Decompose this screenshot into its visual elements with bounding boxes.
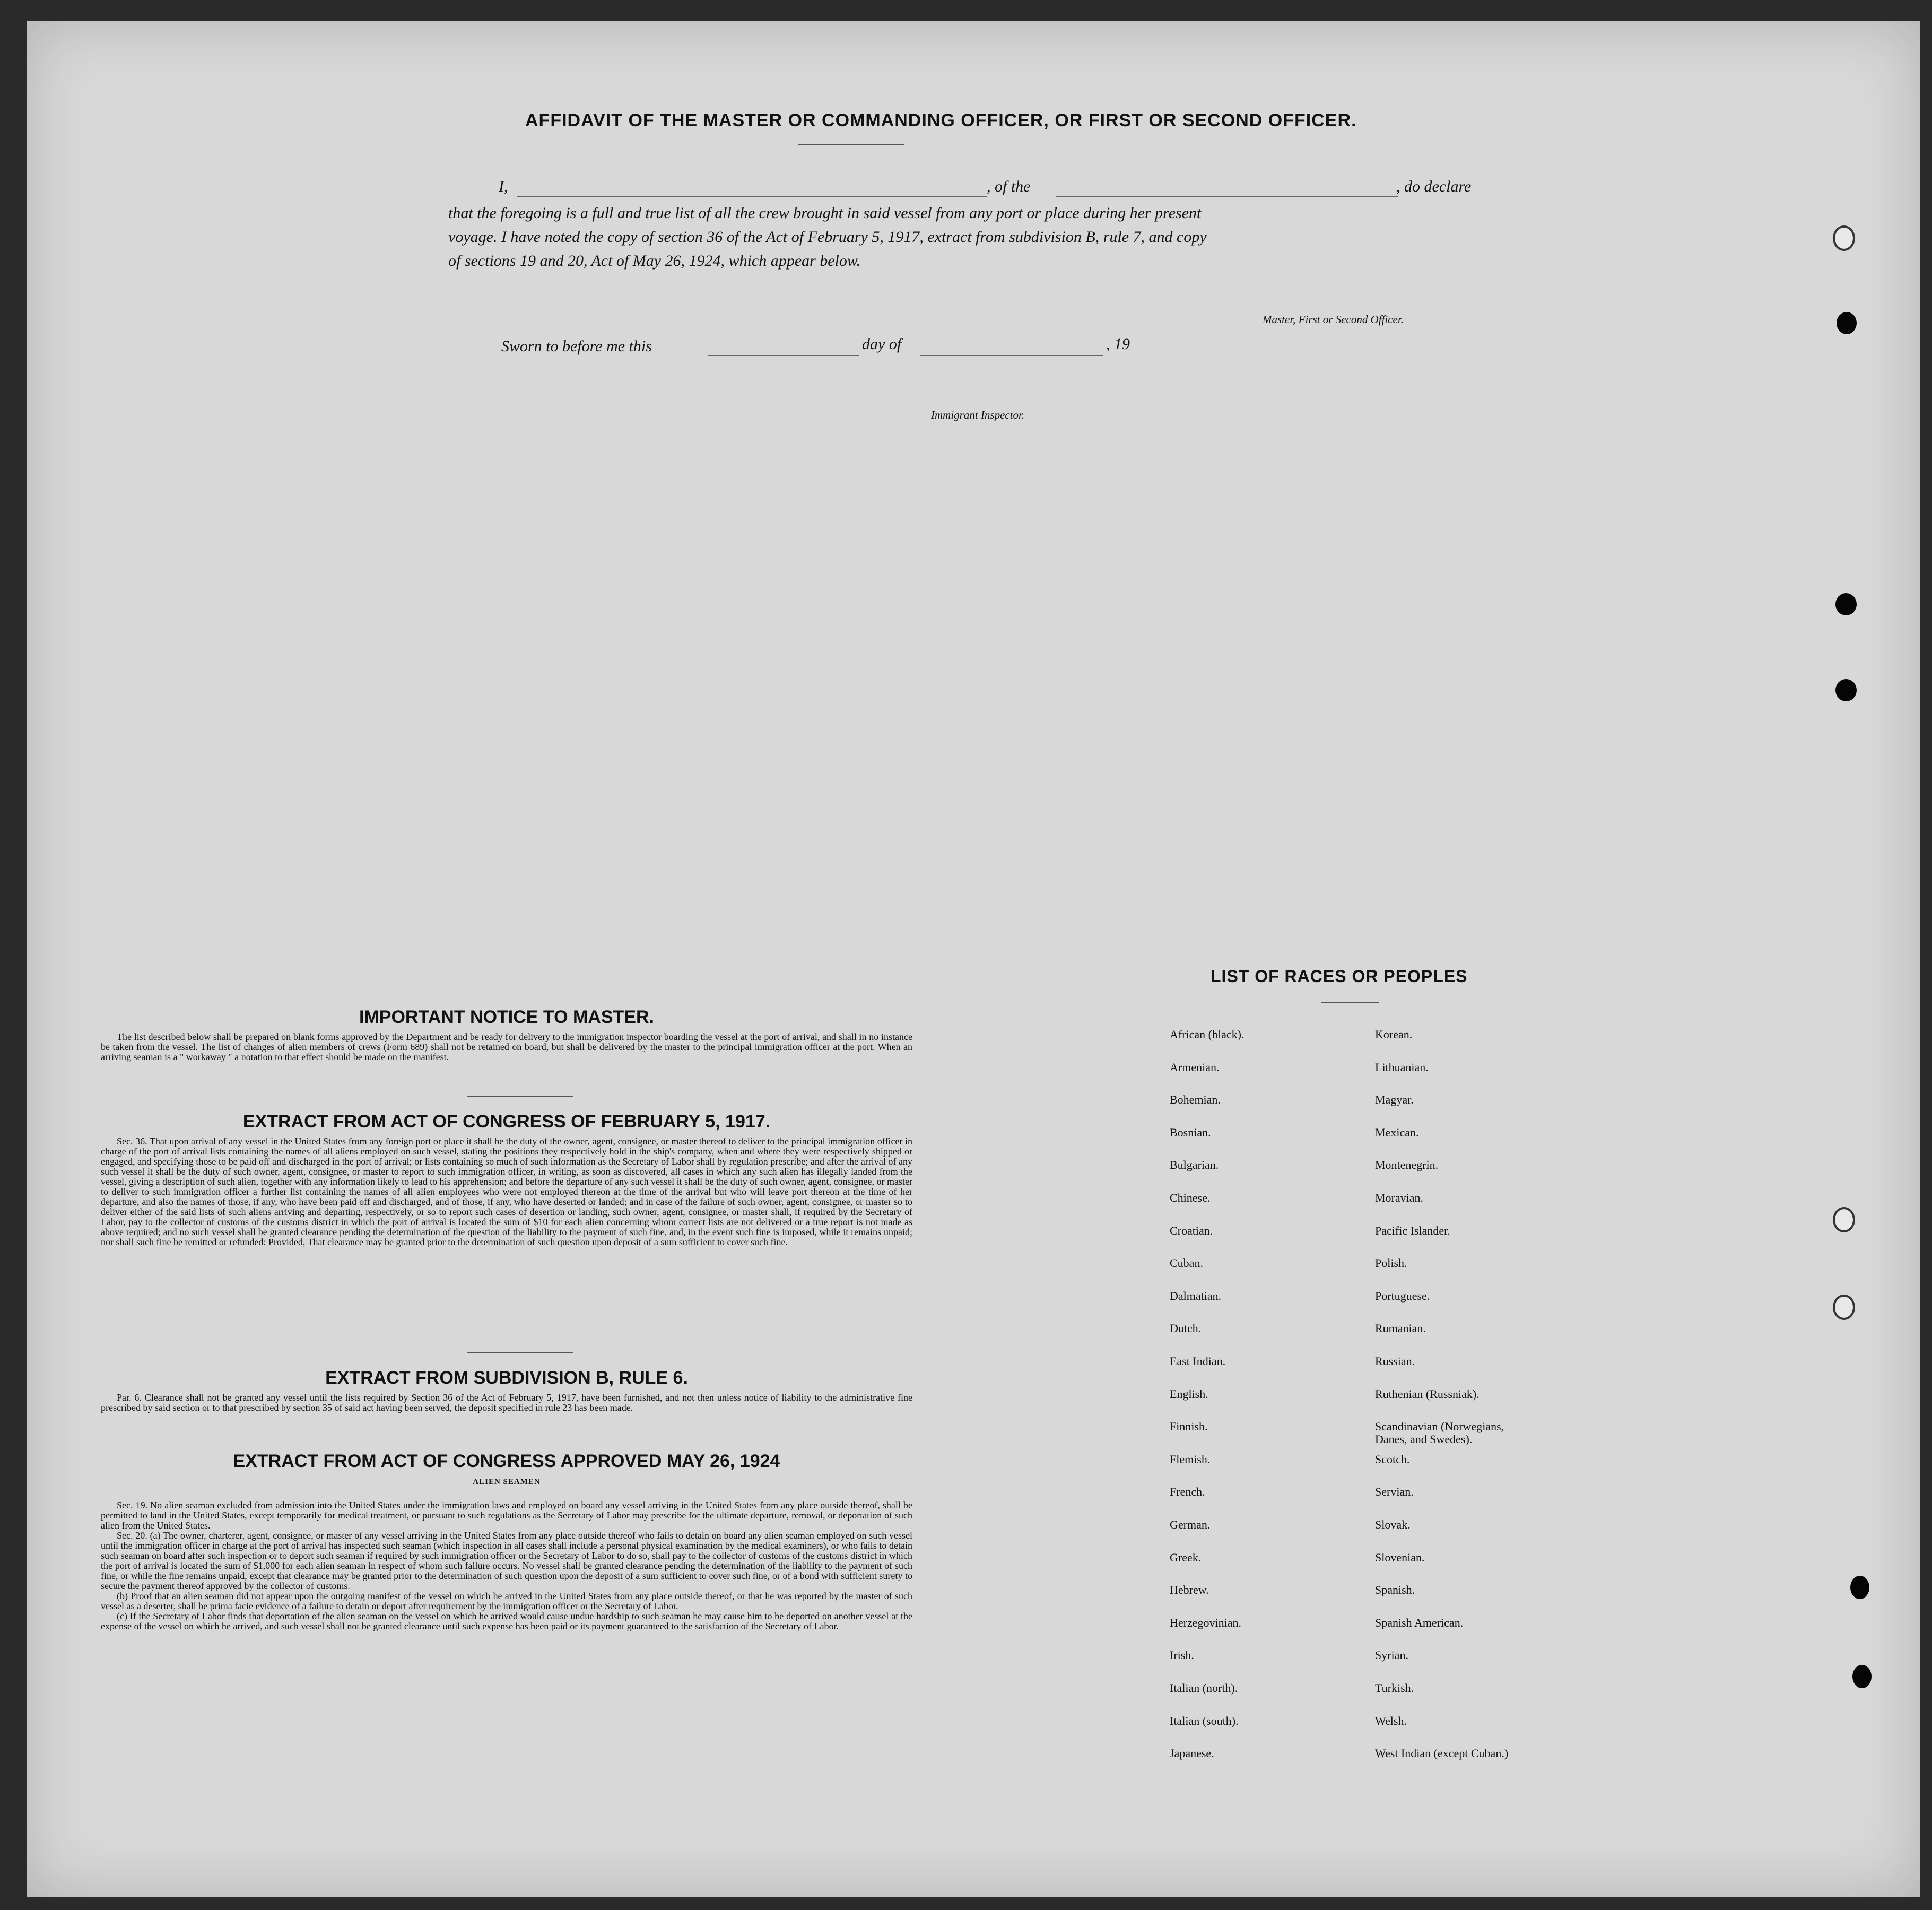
punch-hole — [1833, 225, 1855, 251]
extract-1924-text — [101, 1500, 912, 1631]
race-item: Lithuanian. — [1375, 1061, 1429, 1074]
affidavit-line-3: voyage. I have noted the copy of section 36 of the Act of February 5, 1917, extract from subdivision B, rule 7, and copy — [448, 228, 1207, 246]
race-item: German. — [1170, 1518, 1211, 1531]
race-item: French. — [1170, 1485, 1205, 1498]
notice-text — [101, 1032, 912, 1062]
master-caption: Master, First or Second Officer. — [1263, 313, 1404, 326]
race-item: Polish. — [1375, 1256, 1407, 1270]
race-item: Chinese. — [1170, 1191, 1211, 1204]
race-item: Turkish. — [1375, 1681, 1414, 1695]
vessel-position-line[interactable] — [1056, 196, 1398, 197]
section-divider — [467, 1096, 573, 1097]
notice-paragraph: The list described below shall be prepared on blank forms approved by the Department and be ready for delivery to the immigration inspector boarding the vessel at the port of arrival, and shall in no instance be taken from the vessel. The list of changes of alien members of crews (Form 689) shall not be retained on board, but shall be delivered by the master to the principal immigration officer at the port. When an arriving seaman is a " workaway " a notation to that effect should be made on the manifest. — [101, 1031, 912, 1062]
race-item: Scandinavian (Norwegians, Danes, and Swedes). — [1375, 1420, 1504, 1446]
race-item: Montenegrin. — [1375, 1158, 1439, 1171]
race-item: Dalmatian. — [1170, 1289, 1222, 1303]
race-item: Scotch. — [1375, 1453, 1410, 1466]
extract-rule6-text — [101, 1393, 912, 1413]
race-item: Korean. — [1375, 1028, 1413, 1041]
race-item: West Indian (except Cuban.) — [1375, 1747, 1509, 1760]
day-of-label: day of — [862, 335, 902, 353]
sec20a-paragraph: Sec. 20. (a) The owner, charterer, agent, consignee, or master of any vessel arriving in the United States from any place outside thereof who fails to detain on board any alien seaman employed on such vessel until the immigration officer in charge at the port of arrival has inspected such seaman (which inspection in all cases shall include a personal physical examination by the medical examiners), or who fails to detain such seaman on board after such inspection or to deport such seaman if required by such immigration officer or the Secretary of Labor to do so, shall pay to the collector of customs of the customs district in which the port of arrival is located the sum of $1,000 for each alien seaman in respect of whom such failure occurs. No vessel shall be granted clearance pending the determination of the liability to the payment of such fine, or while the fine remains unpaid, except that clearance may be granted prior to the determination of such question upon the deposit of a sum sufficient to cover such fine, or of a bond with sufficient surety to secure the payment thereof approved by the collector of customs. — [101, 1530, 912, 1591]
race-item: Pacific Islander. — [1375, 1224, 1450, 1237]
sec20b-paragraph: (b) Proof that an alien seaman did not appear upon the outgoing manifest of the vessel on which he arrived in the United States from any place outside thereof, or that he was reported by the master of such vessel as a deserter, shall be prima facie evidence of a failure to detain or deport after requirement by the immigration officer or the Secretary of Labor. — [101, 1591, 912, 1611]
race-item: Bohemian. — [1170, 1093, 1221, 1106]
race-item: Ruthenian (Russniak). — [1375, 1387, 1480, 1401]
punch-hole — [1835, 679, 1857, 701]
punch-hole — [1833, 1295, 1855, 1320]
race-item: Italian (south). — [1170, 1714, 1239, 1727]
race-item: Irish. — [1170, 1648, 1194, 1662]
name-line[interactable] — [517, 196, 987, 197]
race-item: Bulgarian. — [1170, 1158, 1219, 1171]
punch-hole — [1850, 1576, 1869, 1599]
sec19-paragraph: Sec. 19. No alien seaman excluded from admission into the United States under the immigration laws and employed on board any vessel arriving in the United States from any place outside thereof, shall be permitted to land in the United States, except temporarily for medical treatment, or pursuant to such regulations as the Secretary of Labor may prescribe for the ultimate departure, removal, or deportation of such alien from the United States. — [101, 1500, 912, 1531]
races-title: LIST OF RACES OR PEOPLES — [1211, 967, 1468, 986]
affidavit-i-label: I, — [499, 178, 508, 195]
inspector-caption: Immigrant Inspector. — [931, 409, 1025, 421]
race-item: Japanese. — [1170, 1747, 1214, 1760]
extract-1917-title: EXTRACT FROM ACT OF CONGRESS OF FEBRUARY 5, 1917. — [242, 1112, 771, 1132]
race-item: Herzegovinian. — [1170, 1616, 1241, 1629]
affidavit-of-the-label: , of the — [987, 178, 1031, 195]
races-divider — [1321, 1002, 1379, 1003]
race-item: Bosnian. — [1170, 1126, 1211, 1139]
race-item: Moravian. — [1375, 1191, 1424, 1204]
race-item: Syrian. — [1375, 1648, 1408, 1662]
punch-hole — [1833, 1207, 1855, 1232]
race-item: Spanish American. — [1375, 1616, 1464, 1629]
race-item: Servian. — [1375, 1485, 1414, 1498]
race-item: Finnish. — [1170, 1420, 1208, 1433]
affidavit-declare-label: , do declare — [1396, 178, 1472, 195]
race-item: Slovenian. — [1375, 1551, 1425, 1564]
sworn-label: Sworn to before me this — [501, 337, 652, 355]
year-label: , 19 — [1106, 335, 1130, 353]
race-item: East Indian. — [1170, 1355, 1226, 1368]
race-item: Hebrew. — [1170, 1583, 1209, 1596]
affidavit-title: AFFIDAVIT OF THE MASTER OR COMMANDING OFFICER, OR FIRST OR SECOND OFFICER. — [525, 110, 1357, 131]
race-item: Armenian. — [1170, 1061, 1220, 1074]
notice-title: IMPORTANT NOTICE TO MASTER. — [359, 1007, 654, 1027]
extract-1917-text — [101, 1136, 912, 1247]
sworn-month-line[interactable] — [920, 355, 1103, 356]
race-item: Croatian. — [1170, 1224, 1213, 1237]
punch-hole — [1837, 312, 1857, 334]
punch-hole — [1835, 593, 1857, 615]
title-divider — [798, 144, 904, 145]
race-item: African (black). — [1170, 1028, 1245, 1041]
race-item: English. — [1170, 1387, 1208, 1401]
race-item: Spanish. — [1375, 1583, 1415, 1596]
sec36-paragraph: Sec. 36. That upon arrival of any vessel in the United States from any foreign port or place it shall be the duty of the owner, agent, consignee, or master thereof to deliver to the principal immigration officer in charge of the port of arrival lists containing the names of all aliens employed on such vessel, stating the positions they respectively hold in the ship's company, when and where they were respectively shipped or engaged, and specifying those to be paid off and discharged in the port of arrival; or lists containing so much of such information as the Secretary of Labor shall by regulation prescribe; and after the arrival of any such vessel it shall be the duty of such owner, agent, consignee, or master to report to such immigration officer, in writing, as soon as discovered, all cases in which any such alien has illegally landed from the vessel, giving a description of such alien, together with any information likely to lead to his apprehension; and before the departure of any such vessel it shall be the duty of such owner, agent, consignee, or master to deliver to such immigration officer a further list containing the names of all alien employees who were not employed thereon at the time of the arrival but who will leave port thereon at the time of her departure, and also the names of those, if any, who have been paid off and discharged, and of those, if any, who have deserted or landed; and in case of the failure of such owner, agent, consignee, or master so to deliver either of the said lists of such aliens arriving and departing, respectively, or so to report such cases of desertion or landing, such owner, agent, consignee, or master shall, if required by the Secretary of Labor, pay to the collector of customs of the customs district in which the port of arrival is located the sum of $10 for each alien concerning whom correct lists are not delivered or a true report is not made as above required; and no such vessel shall be granted clearance pending the determination of the question of the liability to the payment of such fine, and, in the event such fine is imposed, while it remains unpaid; nor shall such fine be remitted or refunded: Provided, That clearance may be granted prior to the determination of such question upon deposit of a sum sufficient to cover such fine. — [101, 1136, 912, 1247]
race-item: Mexican. — [1375, 1126, 1419, 1139]
race-item: Italian (north). — [1170, 1681, 1238, 1695]
sec20c-paragraph: (c) If the Secretary of Labor finds that deportation of the alien seaman on the vessel on which he arrived would cause undue hardship to such seaman he may cause him to be deported on another vessel at the expense of the vessel on which he arrived, and such vessel shall not be granted clearance until such expense has been paid or its payment guaranteed to the satisfaction of the Secretary of Labor. — [101, 1611, 912, 1631]
race-item: Welsh. — [1375, 1714, 1407, 1727]
punch-hole — [1852, 1665, 1872, 1688]
race-item: Dutch. — [1170, 1322, 1202, 1335]
affidavit-line-4: of sections 19 and 20, Act of May 26, 1924, which appear below. — [448, 252, 861, 270]
extract-rule6-title: EXTRACT FROM SUBDIVISION B, RULE 6. — [325, 1368, 688, 1388]
race-item: Flemish. — [1170, 1453, 1211, 1466]
race-item: Rumanian. — [1375, 1322, 1426, 1335]
race-item: Portuguese. — [1375, 1289, 1430, 1303]
extract-1924-title: EXTRACT FROM ACT OF CONGRESS APPROVED MAY 26, 1924 — [233, 1451, 780, 1471]
race-item: Magyar. — [1375, 1093, 1414, 1106]
par6-paragraph: Par. 6. Clearance shall not be granted any vessel until the lists required by Section 36 of the Act of February 5, 1917, have been furnished, and not then unless notice of liability to the administrative fine prescribed by said section or to that prescribed by section 35 of said act having been served, the deposit specified in rule 23 has been made. — [101, 1392, 912, 1413]
race-item: Russian. — [1375, 1355, 1415, 1368]
race-item: Greek. — [1170, 1551, 1202, 1564]
affidavit-line-2: that the foregoing is a full and true list of all the crew brought in said vessel from any port or place during her present — [448, 204, 1202, 222]
race-item: Slovak. — [1375, 1518, 1411, 1531]
section-divider — [467, 1352, 573, 1353]
race-item: Cuban. — [1170, 1256, 1203, 1270]
sworn-day-line[interactable] — [708, 355, 859, 356]
alien-seamen-subtitle: ALIEN SEAMEN — [473, 1478, 541, 1486]
